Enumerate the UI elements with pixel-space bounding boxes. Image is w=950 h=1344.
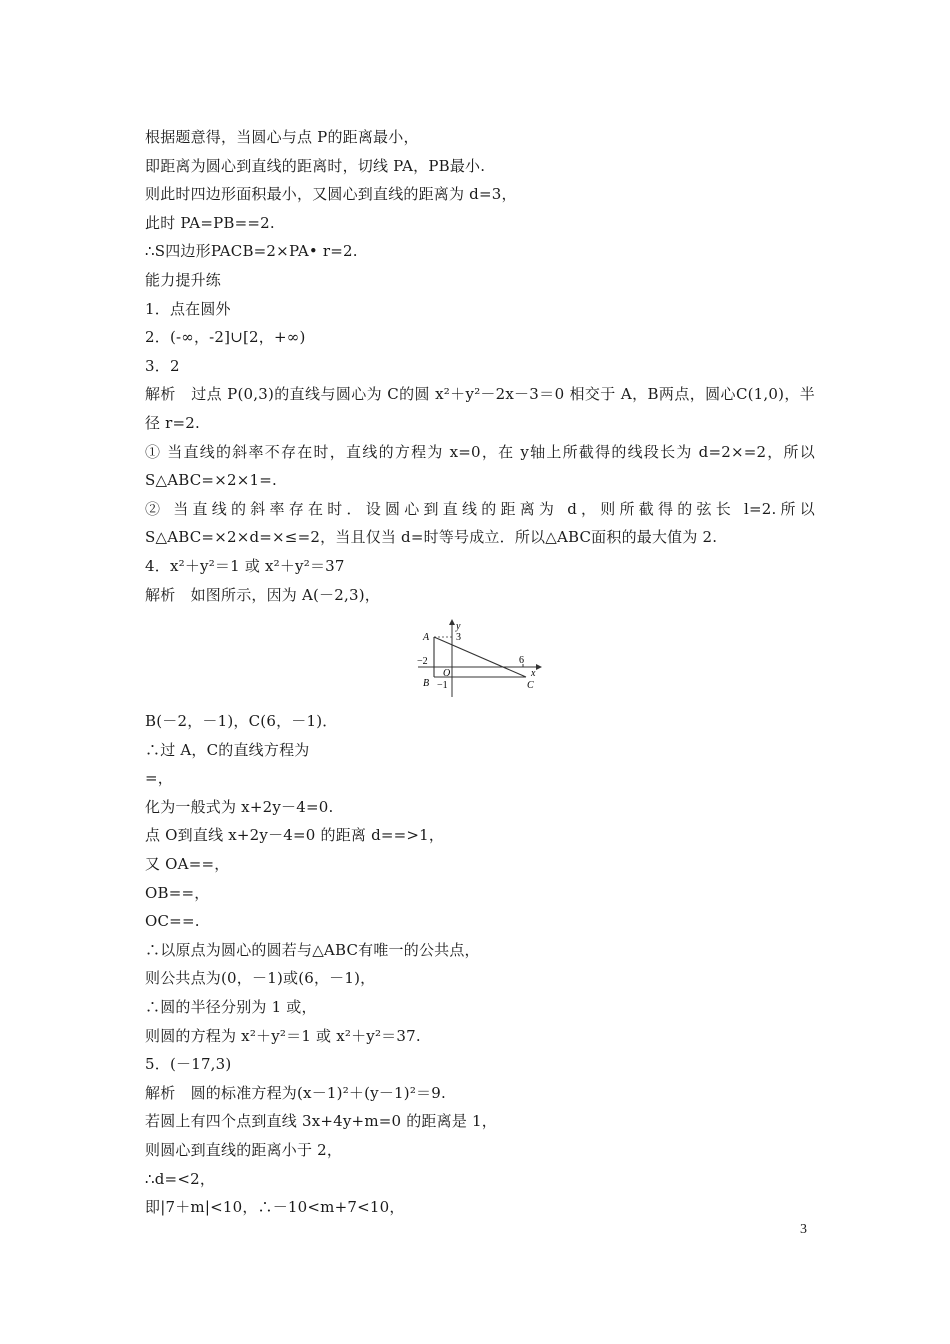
answer-3: 3．2 [145, 356, 180, 375]
section-heading: 能力提升练 [145, 270, 222, 289]
label-origin: O [443, 668, 451, 680]
text-line: 又 OA==， [145, 855, 230, 874]
label-c: C [527, 680, 534, 692]
tick-label-6: 6 [519, 655, 524, 667]
text-line: B(－2，－1)，C(6，－1)． [145, 712, 338, 731]
y-axis-arrow [449, 619, 455, 625]
label-b: B [423, 678, 430, 690]
axis-label-x: x [531, 668, 536, 680]
page-number: 3 [800, 1222, 807, 1237]
solution-3-case-1: ① 当直线的斜率不存在时，直线的方程为 x=0，在 y轴上所截得的线段长为 d=2×=2，所以 S△ABC=×2×1=. [145, 442, 815, 490]
text-line: ∴d=<2， [145, 1169, 216, 1188]
coordinate-diagram [408, 615, 543, 701]
triangle-figure [145, 615, 815, 705]
answer-5: 5．(－17,3) [145, 1055, 232, 1074]
text-line: OB==， [145, 883, 210, 902]
text-line: 化为一般式为 x+2y－4=0. [145, 797, 334, 816]
axis-label-y: y [456, 621, 461, 633]
text-line: 解析 如图所示，因为 A(－2,3)， [145, 585, 380, 604]
answer-2: 2．(-∞，-2]∪[2，+∞) [145, 328, 306, 347]
text-line: 则圆心到直线的距离小于 2， [145, 1141, 343, 1159]
answer-1: 1．点在圆外 [145, 299, 231, 318]
text-line: 点 O到直线 x+2y－4=0 的距离 d==>1， [145, 826, 445, 845]
text-line: ∴S四边形PACB=2×PA• r=2. [145, 242, 358, 261]
text-line: ∴以原点为圆心的圆若与△ABC有唯一的公共点， [145, 940, 480, 959]
x-axis-arrow [536, 664, 542, 670]
answer-4: 4．x²＋y²＝1 或 x²＋y²＝37 [145, 556, 345, 575]
text-line: =， [145, 769, 173, 788]
tick-label-3: 3 [456, 632, 461, 644]
text-line: 即距离为圆心到直线的距离时，切线 PA，PB最小. [145, 156, 486, 175]
text-line: 根据题意得，当圆心与点 P的距离最小， [145, 128, 419, 146]
tick-label-neg2: −2 [417, 656, 428, 668]
text-line: ∴过 A，C的直线方程为 [145, 740, 310, 759]
text-line: 则此时四边形面积最小，又圆心到直线的距离为 d=3， [145, 185, 517, 204]
text-line: 若圆上有四个点到直线 3x+4y+m=0 的距离是 1， [145, 1112, 497, 1131]
label-a: A [423, 632, 430, 644]
text-line: OC==. [145, 912, 200, 931]
solution-3-case-2: ② 当直线的斜率存在时．设圆心到直线的距离为 d，则所截得的弦长 l=2.所以 S△ABC=×2×d=×≤=2，当且仅当 d=时等号成立．所以△ABC面积的最大值为 2. [145, 499, 815, 547]
text-line: ∴圆的半径分别为 1 或， [145, 998, 317, 1017]
text-line: 解析 圆的标准方程为(x－1)²＋(y－1)²＝9. [145, 1083, 446, 1102]
text-line: 则圆的方程为 x²＋y²＝1 或 x²＋y²＝37. [145, 1026, 421, 1045]
text-line: 则公共点为(0，－1)或(6，－1)， [145, 969, 376, 988]
text-line: 即|7＋m|<10，∴－10<m+7<10， [145, 1198, 405, 1217]
document-body [145, 123, 815, 1222]
tick-label-neg1: −1 [437, 680, 448, 692]
solution-3-intro: 解析 过点 P(0,3)的直线与圆心为 C的圆 x²＋y²－2x－3＝0 相交于 A，B两点，圆心C(1,0)，半径 r=2. [145, 385, 815, 432]
text-line: 此时 PA=PB==2. [145, 213, 275, 232]
